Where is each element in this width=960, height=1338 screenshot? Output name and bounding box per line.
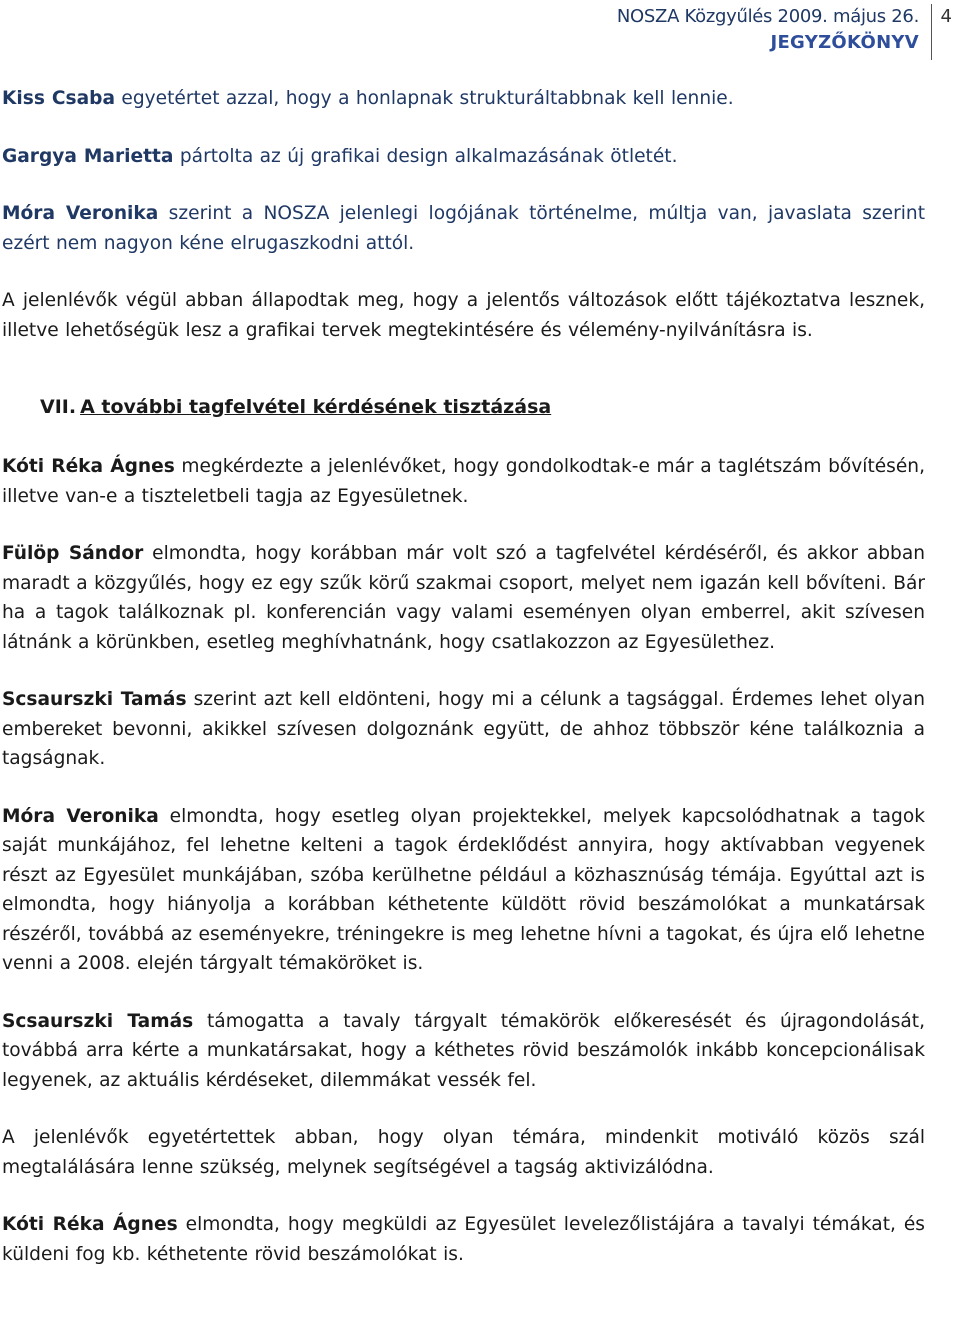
- speaker-name: Kiss Csaba: [2, 88, 116, 109]
- speaker-name: Fülöp Sándor: [2, 543, 144, 564]
- section-number: VII.: [40, 396, 77, 418]
- paragraph-fulop-sandor: [2, 539, 925, 657]
- paragraph-mora-veronika-logo: [2, 199, 925, 258]
- document-body: [2, 84, 925, 1297]
- paragraph-text: szerint a NOSZA jelenlegi logójának történelme, múltja van, javaslata szerint ezért nem nagyon kéne elrugaszkodni attól.: [2, 203, 925, 254]
- page-number: 4: [940, 6, 952, 27]
- speaker-name: Scsaurszki Tamás: [2, 1010, 194, 1032]
- paragraph-agreement: A jelenlévők végül abban állapodtak meg, hogy a jelentős változások előtt tájékoztatva lesznek, illetve lehetőségük lesz a grafikai tervek megtekintésére és vélemény-nyilvánításra is.: [2, 290, 925, 341]
- paragraph-text: A jelenlévők egyetértettek abban, hogy olyan témára, mindenkit motiváló közös szál megtalálására lenne szükség, melynek segítségével a tagság aktivizálódna.: [2, 1127, 925, 1178]
- header-divider: [931, 4, 932, 60]
- header-text-block: [617, 4, 919, 56]
- header-title: NOSZA Közgyűlés 2009. május 26.: [616, 6, 919, 27]
- header-subtitle: JEGYZŐKÖNYV: [770, 32, 919, 53]
- paragraph-text: szerint azt kell eldönteni, hogy mi a célunk a tagsággal. Érdemes lehet olyan embereket bevonni, akikkel szívesen dolgoznánk együtt, de ahhoz többször kéne találkoznia a tagságnak.: [2, 689, 926, 769]
- paragraph-text: támogatta a tavaly tárgyalt témakörök előkeresését és újragondolását, továbbá arra kérte a munkatársakat, hogy a kéthetes rövid beszámolók inkább koncepcionálisak legyenek, az aktuális kérdéseket, dilemmákat vessék fel.: [2, 1010, 926, 1091]
- paragraph-text: pártolta az új grafikai design alkalmazásának ötletét.: [173, 145, 678, 167]
- section-title: A további tagfelvétel kérdésének tisztázása: [80, 396, 552, 418]
- speaker-name: Móra Veronika: [2, 805, 159, 827]
- paragraph-text: elmondta, hogy korábban már volt szó a tagfelvétel kérdéséről, és akkor abban maradt a közgyűlés, hogy ez egy szűk körű szakmai csoport, melyet nem igazán kell bővíteni. Bár ha a tagok találkoznak pl. konferencián vagy valami eseményen olyan emberrel, akit szívesen látnánk a körünkben, esetleg meghívhatnánk, hogy csatlakozzon az Egyesülethez.: [2, 543, 926, 653]
- section-heading: [40, 392, 925, 422]
- paragraph-koti-reka-question: [2, 452, 925, 511]
- speaker-name: Kóti Réka Ágnes: [2, 456, 175, 477]
- paragraph-koti-reka-followup: [2, 1210, 925, 1269]
- paragraph-text: megkérdezte a jelenlévőket, hogy gondolkodtak-e már a taglétszám bővítésén, illetve van-e a tiszteletbeli tagja az Egyesületnek.: [2, 456, 925, 507]
- paragraph-consensus: [2, 1123, 925, 1182]
- speaker-name: Scsaurszki Tamás: [2, 689, 187, 710]
- speaker-name: Móra Veronika: [2, 203, 159, 224]
- speaker-name: Gargya Marietta: [2, 145, 174, 167]
- paragraph-text: elmondta, hogy megküldi az Egyesület levelezőlistájára a tavalyi témákat, és küldeni fog kb. kéthetente rövid beszámolókat is.: [2, 1214, 925, 1265]
- paragraph-scsaurszki-tamas-goal: [2, 685, 925, 774]
- paragraph-gargya-marietta: [2, 142, 925, 172]
- paragraph-kiss-csaba: [2, 84, 925, 114]
- paragraph-text: egyetértet azzal, hogy a honlapnak strukturáltabbnak kell lennie.: [115, 88, 734, 109]
- speaker-name: Kóti Réka Ágnes: [2, 1214, 178, 1235]
- paragraph-text: elmondta, hogy esetleg olyan projektekkel, melyek kapcsolódhatnak a tagok saját munkájához, fel lehetne kelteni a tagok érdeklődést annyira, hogy aktívabban vegyenek részt az Egyesület munkájában, szóba kerülhetne például a közhasznúság témája. Egyúttal azt is elmondta, hogy hiányolja a korábban kéthetente küldött rövid beszámolókat a munkatársak részéről, továbbá az eseményekre, tréningekre is meg lehetne hívni a tagokat, és újra elő lehetne venni a 2008. elején tárgyalt témaköröket is.: [2, 805, 925, 974]
- paragraph-mora-veronika-projects: [2, 802, 925, 979]
- paragraph-scsaurszki-tamas-topics: [2, 1007, 925, 1096]
- page-header: [0, 4, 960, 60]
